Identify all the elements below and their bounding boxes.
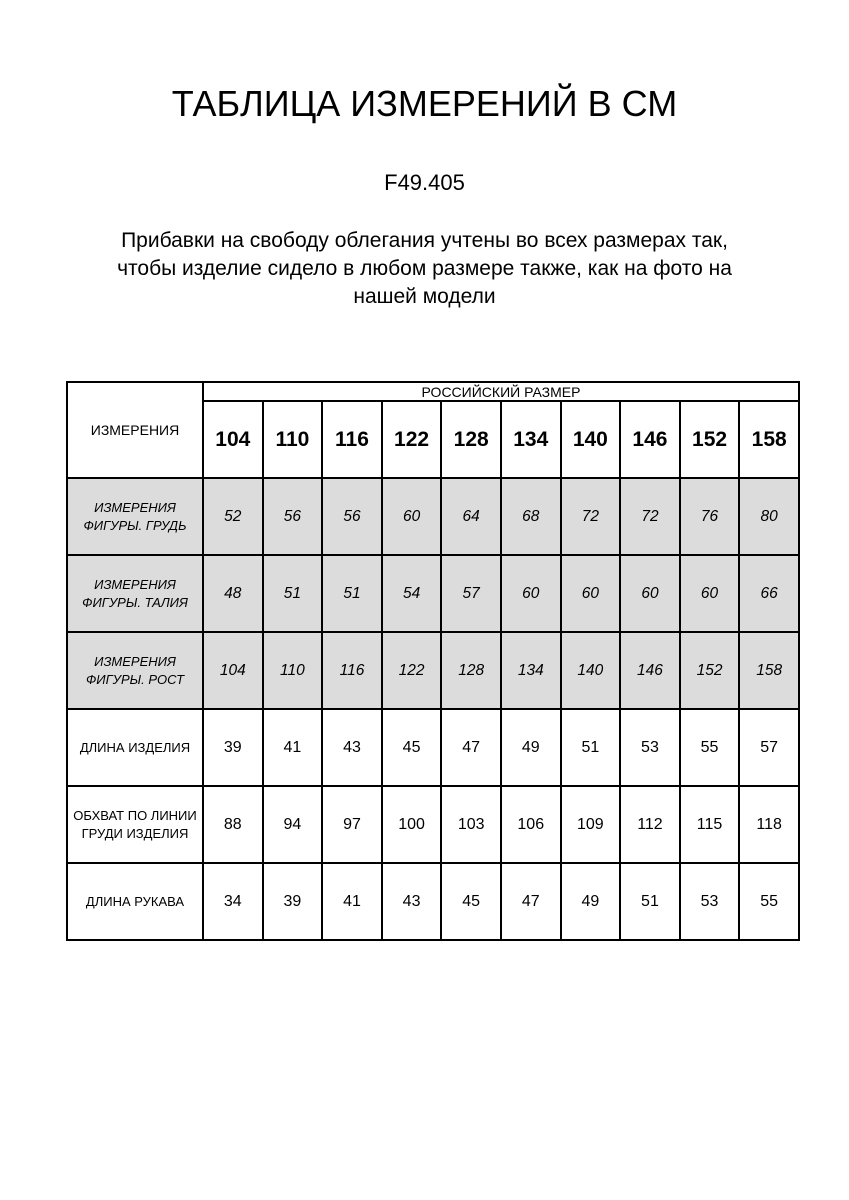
value-cell: 146: [620, 632, 680, 709]
row-label: ИЗМЕРЕНИЯ ФИГУРЫ. ГРУДЬ: [67, 478, 203, 555]
value-cell: 115: [680, 786, 740, 863]
row-label: ИЗМЕРЕНИЯ ФИГУРЫ. РОСТ: [67, 632, 203, 709]
value-cell: 41: [263, 709, 323, 786]
intro-line-1: Прибавки на свободу облегания учтены во всех размерах так,: [121, 229, 728, 252]
value-cell: 140: [561, 632, 621, 709]
value-cell: 104: [203, 632, 263, 709]
value-cell: 106: [501, 786, 561, 863]
value-cell: 94: [263, 786, 323, 863]
row-label: ИЗМЕРЕНИЯ ФИГУРЫ. ТАЛИЯ: [67, 555, 203, 632]
value-cell: 57: [739, 709, 799, 786]
value-cell: 55: [680, 709, 740, 786]
value-cell: 88: [203, 786, 263, 863]
page-title: ТАБЛИЦА ИЗМЕРЕНИЙ В СМ: [171, 83, 678, 124]
value-cell: 43: [382, 863, 442, 940]
value-cell: 51: [263, 555, 323, 632]
value-cell: 97: [322, 786, 382, 863]
row-label: ОБХВАТ ПО ЛИНИИ ГРУДИ ИЗДЕЛИЯ: [67, 786, 203, 863]
value-cell: 43: [322, 709, 382, 786]
value-cell: 72: [561, 478, 621, 555]
table-row-product-chest-girth: [67, 786, 799, 863]
value-cell: 66: [739, 555, 799, 632]
value-cell: 49: [501, 709, 561, 786]
table-row-figure-height: [67, 632, 799, 709]
size-header-158: 158: [739, 401, 799, 478]
value-cell: 39: [203, 709, 263, 786]
value-cell: 51: [561, 709, 621, 786]
value-cell: 100: [382, 786, 442, 863]
table-row-figure-chest: [67, 478, 799, 555]
value-cell: 72: [620, 478, 680, 555]
value-cell: 112: [620, 786, 680, 863]
size-header-134: 134: [501, 401, 561, 478]
value-cell: 41: [322, 863, 382, 940]
value-cell: 152: [680, 632, 740, 709]
value-cell: 122: [382, 632, 442, 709]
value-cell: 49: [561, 863, 621, 940]
size-header-152: 152: [680, 401, 740, 478]
value-cell: 52: [203, 478, 263, 555]
intro-line-3: нашей модели: [353, 285, 496, 308]
value-cell: 158: [739, 632, 799, 709]
value-cell: 128: [441, 632, 501, 709]
row-label: ДЛИНА РУКАВА: [67, 863, 203, 940]
intro-line-2: чтобы изделие сидело в любом размере также, как на фото на: [117, 257, 732, 280]
value-cell: 51: [620, 863, 680, 940]
value-cell: 39: [263, 863, 323, 940]
value-cell: 48: [203, 555, 263, 632]
value-cell: 51: [322, 555, 382, 632]
table-row-product-sleeve-length: [67, 863, 799, 940]
table-row-product-length: [67, 709, 799, 786]
value-cell: 64: [441, 478, 501, 555]
value-cell: 116: [322, 632, 382, 709]
article-code: F49.405: [384, 170, 465, 195]
size-header-110: 110: [263, 401, 323, 478]
value-cell: 68: [501, 478, 561, 555]
value-cell: 110: [263, 632, 323, 709]
value-cell: 54: [382, 555, 442, 632]
intro-text: [0, 227, 849, 311]
value-cell: 60: [382, 478, 442, 555]
size-header-122: 122: [382, 401, 442, 478]
size-header-146: 146: [620, 401, 680, 478]
value-cell: 60: [620, 555, 680, 632]
value-cell: 45: [441, 863, 501, 940]
value-cell: 60: [680, 555, 740, 632]
row-label: ДЛИНА ИЗДЕЛИЯ: [67, 709, 203, 786]
size-header-116: 116: [322, 401, 382, 478]
value-cell: 53: [620, 709, 680, 786]
value-cell: 56: [263, 478, 323, 555]
value-cell: 47: [501, 863, 561, 940]
size-header-140: 140: [561, 401, 621, 478]
measurements-table: [66, 381, 800, 941]
russian-size-header-cell: РОССИЙСКИЙ РАЗМЕР: [203, 382, 799, 401]
value-cell: 118: [739, 786, 799, 863]
value-cell: 60: [561, 555, 621, 632]
measurements-header-cell: ИЗМЕРЕНИЯ: [67, 382, 203, 478]
value-cell: 80: [739, 478, 799, 555]
value-cell: 57: [441, 555, 501, 632]
value-cell: 109: [561, 786, 621, 863]
value-cell: 56: [322, 478, 382, 555]
value-cell: 60: [501, 555, 561, 632]
table-row-figure-waist: [67, 555, 799, 632]
value-cell: 103: [441, 786, 501, 863]
value-cell: 55: [739, 863, 799, 940]
value-cell: 134: [501, 632, 561, 709]
value-cell: 45: [382, 709, 442, 786]
size-header-104: 104: [203, 401, 263, 478]
size-group-header-row: [67, 382, 799, 401]
value-cell: 47: [441, 709, 501, 786]
value-cell: 76: [680, 478, 740, 555]
size-header-128: 128: [441, 401, 501, 478]
value-cell: 53: [680, 863, 740, 940]
value-cell: 34: [203, 863, 263, 940]
